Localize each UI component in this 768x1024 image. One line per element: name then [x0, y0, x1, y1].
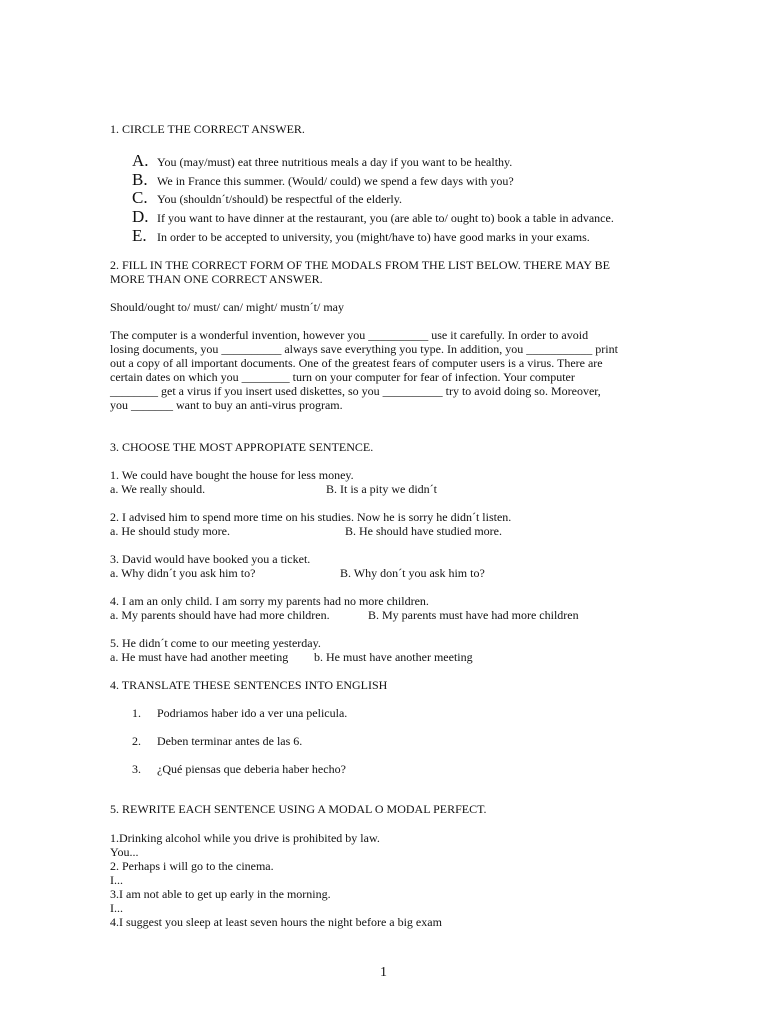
paragraph-line: certain dates on which you ________ turn on your computer for fear of infection. Your computer: [110, 370, 575, 384]
rewrite-line: I...: [110, 901, 123, 915]
rewrite-line: 2. Perhaps i will go to the cinema.: [110, 859, 274, 873]
translate-number: 2.: [132, 734, 141, 748]
rewrite-line: 4.I suggest you sleep at least seven hours the night before a big exam: [110, 915, 442, 929]
rewrite-line: 1.Drinking alcohol while you drive is prohibited by law.: [110, 831, 380, 845]
option-letter: D.: [132, 207, 149, 226]
translate-number: 1.: [132, 706, 141, 720]
section2-heading-line2: MORE THAN ONE CORRECT ANSWER.: [110, 272, 323, 286]
section2-heading-line1: 2. FILL IN THE CORRECT FORM OF THE MODALS FROM THE LIST BELOW. THERE MAY BE: [110, 258, 610, 272]
option-text: We in France this summer. (Would/ could) we spend a few days with you?: [157, 174, 514, 188]
translate-number: 3.: [132, 762, 141, 776]
section4-heading: 4. TRANSLATE THESE SENTENCES INTO ENGLISH: [110, 678, 388, 692]
option-letter: B.: [132, 170, 148, 189]
choice-b: b. He must have another meeting: [314, 650, 473, 664]
choice-a: a. Why didn´t you ask him to?: [110, 566, 256, 580]
option-letter: E.: [132, 226, 147, 245]
section1-heading: 1. CIRCLE THE CORRECT ANSWER.: [110, 122, 305, 136]
paragraph-line: you _______ want to buy an anti-virus program.: [110, 398, 343, 412]
rewrite-line: I...: [110, 873, 123, 887]
paragraph-line: out a copy of all important documents. One of the greatest fears of computer users is a virus. There are: [110, 356, 603, 370]
page-number: 1: [380, 965, 387, 980]
option-text: In order to be accepted to university, you (might/have to) have good marks in your exams.: [157, 230, 590, 244]
choice-b: B. It is a pity we didn´t: [326, 482, 437, 496]
modal-list: Should/ought to/ must/ can/ might/ mustn´t/ may: [110, 300, 344, 314]
paragraph-line: The computer is a wonderful invention, however you __________ use it carefully. In order to avoid: [110, 328, 589, 342]
question-prompt: 3. David would have booked you a ticket.: [110, 552, 311, 566]
question-prompt: 2. I advised him to spend more time on his studies. Now he is sorry he didn´t listen.: [110, 510, 512, 524]
choice-a: a. My parents should have had more children.: [110, 608, 330, 622]
option-text: You (shouldn´t/should) be respectful of the elderly.: [157, 192, 402, 206]
paragraph-line: ________ get a virus if you insert used diskettes, so you __________ try to avoid doing so. Moreover,: [110, 384, 601, 398]
option-letter: C.: [132, 188, 148, 207]
option-letter: A.: [132, 151, 149, 170]
translate-text: Deben terminar antes de las 6.: [157, 734, 303, 748]
question-prompt: 5. He didn´t come to our meeting yesterday.: [110, 636, 321, 650]
paragraph-line: losing documents, you __________ always save everything you type. In addition, you ___________ print: [110, 342, 618, 356]
question-prompt: 4. I am an only child. I am sorry my parents had no more children.: [110, 594, 429, 608]
choice-a: a. We really should.: [110, 482, 206, 496]
rewrite-line: 3.I am not able to get up early in the morning.: [110, 887, 331, 901]
section5-heading: 5. REWRITE EACH SENTENCE USING A MODAL O MODAL PERFECT.: [110, 802, 487, 816]
choice-b: B. Why don´t you ask him to?: [340, 566, 485, 580]
translate-text: Podriamos haber ido a ver una pelicula.: [157, 706, 348, 720]
section3-heading: 3. CHOOSE THE MOST APPROPIATE SENTENCE.: [110, 440, 374, 454]
option-text: You (may/must) eat three nutritious meals a day if you want to be healthy.: [157, 155, 513, 169]
option-text: If you want to have dinner at the restaurant, you (are able to/ ought to) book a table in advance.: [157, 211, 614, 225]
translate-text: ¿Qué piensas que deberia haber hecho?: [157, 762, 346, 776]
rewrite-line: You...: [110, 845, 139, 859]
question-prompt: 1. We could have bought the house for less money.: [110, 468, 354, 482]
choice-b: B. He should have studied more.: [345, 524, 502, 538]
choice-a: a. He must have had another meeting: [110, 650, 289, 664]
choice-a: a. He should study more.: [110, 524, 230, 538]
choice-b: B. My parents must have had more children: [368, 608, 579, 622]
